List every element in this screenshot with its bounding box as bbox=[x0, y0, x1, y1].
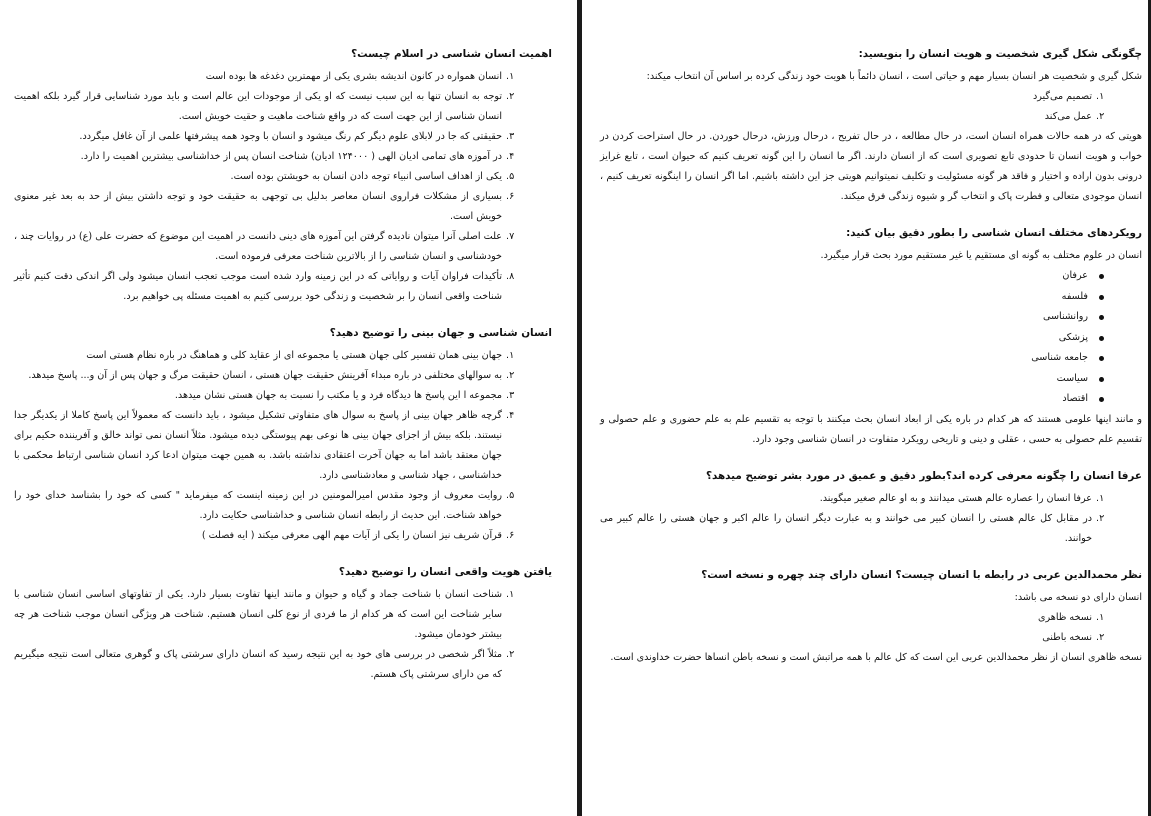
list-item: ۲. نسخه باطنی bbox=[1042, 631, 1105, 643]
section-heading: اهمیت انسان شناسی در اسلام چیست؟ bbox=[351, 48, 552, 60]
list-item: ۲. به سوالهای مختلفی در باره مبداء آفرینش حقیقت جهان هستی ، انسان حقیقت مرگ و جهان پس از آن و... پاسخ میدهد. bbox=[28, 370, 515, 381]
bullet-item: روانشناسی bbox=[600, 307, 1104, 328]
numbered-list bbox=[600, 489, 1142, 549]
list-item: ۵. روایت معروف از وجود مقدس امیرالمومنین در این زمینه اینست که میفرماید " کسی که خود را بشناسد خدای خود را خواهد شناخت. این حدیث از رابطه انسان شناسی و خداشناسی حکایت دارد. bbox=[14, 490, 515, 521]
list-item: ۳. حقیقتی که جا در لابلای علوم دیگر کم رنگ میشود و انسان با وجود همه پیشرفتها علمی از آن غافل میگردد. bbox=[79, 131, 515, 142]
paragraph: و مانند اینها علومی هستند که هر کدام در باره یکی از ابعاد انسان بحث میکنند با توجه به تقسیم علم به علم حضوری و علم حصولی و تقسیم علم حصولی به حسی ، عقلی و دینی و تاریخی رویکرد متفاوت در انسان شناسی وجود دارد. bbox=[600, 413, 1142, 445]
section-finding-true-identity bbox=[14, 564, 552, 685]
numbered-list bbox=[600, 87, 1142, 127]
bullet-item: اقتصاد bbox=[600, 389, 1104, 410]
list-item: ۲. در مقابل کل عالم هستی را انسان کبیر می خوانند و به عبارت دیگر انسان را عالم اکبر و جهان هستی را عالم کبیر می خوانند. bbox=[600, 512, 1105, 544]
section-heading: عرفا انسان را چگونه معرفی کرده اند؟بطور دقیق و عمیق در مورد بشر توضیح میدهد؟ bbox=[705, 469, 1142, 482]
bullet-item: عرفان bbox=[600, 266, 1104, 287]
list-item: ۲. توجه به انسان تنها به این سبب نیست که او یکی از موجودات این عالم است و باید مورد شناسایی قرار گیرد بلکه اهمیت انسان شناسی از این جهت است که در واقع شناخت ماهیت و حقیت خویش است. bbox=[14, 91, 515, 122]
list-item: ۶. قرآن شریف نیز انسان را یکی از آیات مهم الهی معرفی میکند ( ایه فصلت ) bbox=[201, 530, 515, 541]
section-heading: یافتن هویت واقعی انسان را توضیح دهید؟ bbox=[338, 566, 552, 578]
paragraph: انسان دارای دو نسخه می باشد: bbox=[1014, 591, 1142, 603]
paragraph: هویتی که در همه حالات همراه انسان است، در حال مطالعه ، در حال تفریح ، درحال ورزش، درحال خوردن. در حال استراحت کردن در خواب و هویت انسان تا حدودی تابع تصویری است که از انسان دارند. اگر ما انسان را این گونه تعریف کنیم که حیوان است ، تابع غرایز درونی بدون اراده و اختیار و فاقد هر گونه مسئولیت و تکلیف نمیتوانیم هویتی جز این داشته باشیم. اما اگر انسان را اینگونه تعریف کنیم ، انسان موجودی متعالی و فطرت پاک و انتخاب گر و شیوه زندگی فرق میکند. bbox=[600, 131, 1142, 202]
numbered-list bbox=[14, 346, 552, 546]
list-item: ۱. جهان بینی همان تفسیر کلی جهان هستی یا مجموعه ای از عقاید کلی و هماهنگ در باره نظام هستی است bbox=[86, 350, 515, 361]
list-item: ۵. یکی از اهداف اساسی انبیاء توجه دادن انسان به خویشتن بوده است. bbox=[230, 171, 515, 182]
section-heading: رویکردهای مختلف انسان شناسی را بطور دقیق بیان کنید: bbox=[846, 227, 1142, 239]
paragraph: انسان در علوم مختلف به گونه ای مستقیم یا غیر مستقیم مورد بحث قرار میگیرد. bbox=[820, 250, 1142, 261]
list-item: ۲. عمل می‌کند bbox=[1044, 111, 1105, 122]
paragraph: نسخه ظاهری انسان از نظر محمدالدین عربی این است که کل عالم با همه مراتبش است و نسخه باطن انساها حضرت خداوندی است. bbox=[610, 651, 1142, 663]
list-item: ۴. در آموزه های تمامی ادیان الهی ( ۱۲۴۰۰۰ ادیان) شناخت انسان پس از خداشناسی بیشترین اهمیت را دارد. bbox=[80, 151, 515, 162]
section-approaches bbox=[600, 225, 1142, 450]
section-heading: چگونگی شکل گیری شخصیت و هویت انسان را بنویسید: bbox=[858, 48, 1142, 60]
list-item: ۱. تصمیم می‌گیرد bbox=[1032, 91, 1105, 102]
list-item: ۱. عرفا انسان را عصاره عالم هستی میدانند و به او عالم صغیر میگویند. bbox=[819, 492, 1105, 504]
list-item: ۱. نسخه ظاهری bbox=[1037, 611, 1105, 623]
list-item: ۶. بسیاری از مشکلات فراروی انسان معاصر بدلیل بی توجهی به حقیقت خود و توجه داشتن بیش از حد به بعد غیر معنوی خویش است. bbox=[14, 191, 515, 222]
numbered-list bbox=[600, 608, 1142, 648]
bullet-list bbox=[600, 266, 1104, 410]
section-heading: انسان شناسی و جهان بینی را توضیح دهید؟ bbox=[329, 327, 552, 339]
section-heading: نظر محمدالدین عربی در رابطه با انسان چیست؟ انسان دارای چند چهره و نسخه است؟ bbox=[701, 568, 1142, 581]
numbered-list bbox=[14, 67, 552, 307]
bullet-item: سیاست bbox=[600, 369, 1104, 390]
list-item: ۲. مثلاً اگر شخصی در بررسی های خود به این نتیجه رسید که انسان دارای سرشتی پاک و گوهری متعالی است نتیجه میگیریم که من دارای سرشتی پاک هستم. bbox=[14, 649, 515, 680]
list-item: ۱. شناخت انسان با شناخت جماد و گیاه و حیوان و مانند اینها تفاوت بسیار دارد. یکی از تفاوتهای اساسی انسان شناسی با سایر شناخت این است که هر کدام از ما فردی از نوع کلی انسان هستیم. شناخت هر ویژگی انسان موجب شناخت هر چه بیشتر خودمان میشود. bbox=[14, 589, 515, 640]
bullet-item: پزشکی bbox=[600, 328, 1104, 349]
list-item: ۷. علت اصلی آنرا میتوان نادیده گرفتن این آموزه های دینی دانست در اهمیت این موضوع که حضرت علی (ع) در روایات چند ، خودشناسی و انسان شناسی را از بالاترین شناخت معرفی فرموده است. bbox=[14, 231, 515, 262]
numbered-list bbox=[14, 585, 552, 685]
list-item: ۸. تأکیدات فراوان آیات و روایاتی که در این زمینه وارد شده است موجب تعجب انسان میشود ولی اگر اندکی دقت کنیم تأثیر شناخت واقعی انسان را بر شخصیت و زندگی خود بررسی کنیم به اهمیت مسئله پی خواهیم برد. bbox=[14, 271, 515, 302]
right-page bbox=[582, 0, 1151, 816]
paragraph: شکل گیری و شخصیت هر انسان بسیار مهم و حیاتی است ، انسان دائماً با هویت خود زندگی کرده بر اساس آن انتخاب میکند: bbox=[646, 71, 1142, 82]
list-item: ۳. مجموعه ا این پاسخ ها دیدگاه فرد و یا مکتب را نسبت به جهان هستی نشان میدهد. bbox=[174, 390, 515, 401]
bullet-item: جامعه شناسی bbox=[600, 348, 1104, 369]
section-anthropology-and-worldview bbox=[14, 325, 552, 546]
list-item: ۴. گرچه ظاهر جهان بینی از پاسخ به سوال های متفاوتی تشکیل میشود ، باید دانست که معمولاً این پاسخ کاملا از یکدیگر جدا نیستند. بلکه بیش از اجزای جهان بینی ها نوعی بهم پیوستگی دیده میشود. مثلاً انسان نمی تواند خالق و آفریننده حکیم برای جهان معتقد باشد اما به جهان آخرت اعتقادی نداشته باشد. به همین جهت میتوان ادعا کرد انسان شناسی ارتباط محکمی با خداشناسی ، جهاد شناسی و معادشناسی دارد. bbox=[14, 410, 515, 481]
section-identity-formation bbox=[600, 46, 1142, 207]
bullet-item: فلسفه bbox=[600, 287, 1104, 308]
section-ibn-arabi-view bbox=[600, 567, 1142, 668]
section-importance-of-anthropology bbox=[14, 46, 552, 307]
list-item: ۱. انسان همواره در کانون اندیشه بشری یکی از مهمترین دغدغه ها بوده است bbox=[205, 71, 515, 82]
section-mystics-view bbox=[600, 468, 1142, 549]
